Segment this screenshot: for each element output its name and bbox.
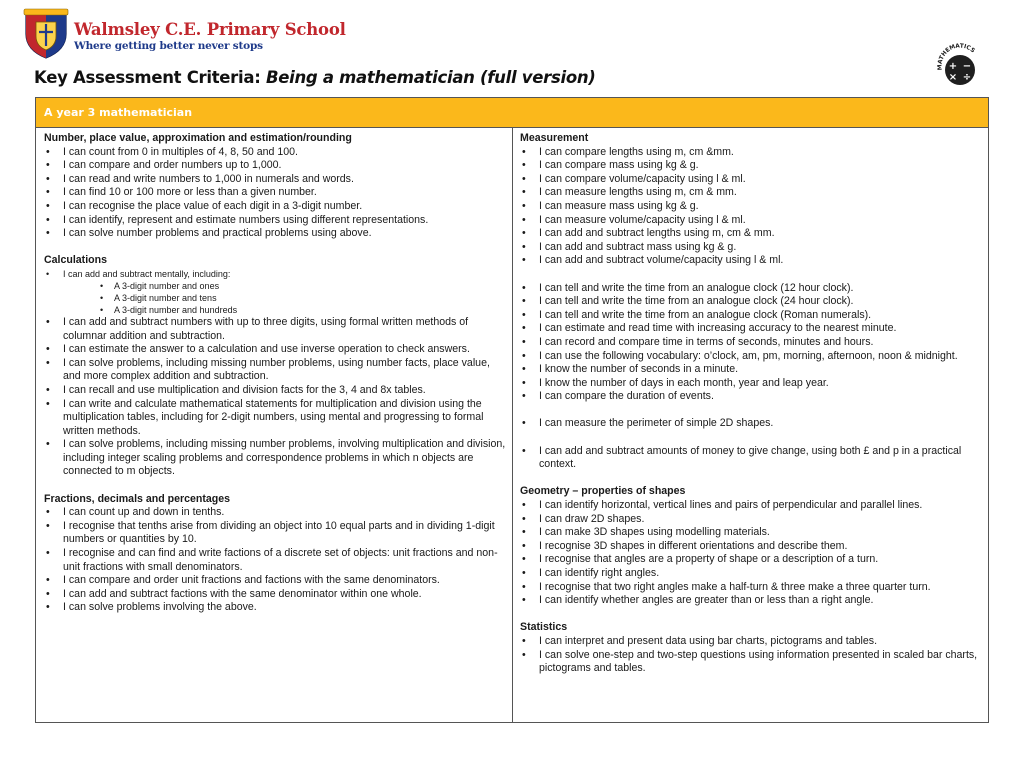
list-item: • I can estimate and read time with increasing accuracy to the nearest minute. [520,322,982,336]
list-item: • I can tell and write the time from an analogue clock (12 hour clock). [520,282,982,296]
list-item: • I can measure volume/capacity using l & ml. [520,214,982,228]
list-item: • I can compare and order numbers up to 1,000. [44,159,506,173]
school-motto: Where getting better never stops [74,40,263,52]
list-item: • I can identify, represent and estimate numbers using different representations. [44,214,506,228]
list-item: • I can compare the duration of events. [520,390,982,404]
column-divider [512,128,513,722]
list-item: • I can estimate the answer to a calculation and use inverse operation to check answers. [44,343,506,357]
number-section-title: Number, place value, approximation and estimation/rounding [44,132,352,144]
list-item: • I recognise that tenths arise from dividing an object into 10 equal parts and in dividing 1-digit numbers or quantities by 10. [44,520,506,547]
list-item: • I know the number of seconds in a minute. [520,363,982,377]
list-item: • I can use the following vocabulary: o’clock, am, pm, morning, afternoon, noon & midnight. [520,350,982,364]
list-item: • I can tell and write the time from an analogue clock (24 hour clock). [520,295,982,309]
statistics-list [520,635,982,676]
list-item: • I can solve number problems and practical problems using above. [44,227,506,241]
fractions-list [44,506,506,615]
list-item: • A 3-digit number and tens [44,292,506,304]
year-heading: A year 3 mathematician [44,106,193,119]
year-heading-bar [36,98,988,128]
list-item: • I can record and compare time in terms of seconds, minutes and hours. [520,336,982,350]
list-item: • I can solve one-step and two-step questions using information presented in scaled bar charts, pictograms and tables. [520,649,982,676]
list-item: • I can add and subtract factions with the same denominator within one whole. [44,588,506,602]
list-item: • I can measure the perimeter of simple 2D shapes. [520,417,982,431]
list-item: • I can add and subtract amounts of money to give change, using both £ and p in a practical context. [520,445,982,472]
list-item: • I can solve problems, including missing number problems, involving multiplication and division, including integer scaling problems and correspondence problems in which n objects are connected to m objects. [44,438,506,479]
criteria-table [35,97,989,723]
list-item: • I can draw 2D shapes. [520,513,982,527]
mathematics-badge-icon [932,40,988,90]
measurement-list-4 [520,445,982,472]
page-title [34,68,596,87]
list-item: • I recognise and can find and write factions of a discrete set of objects: unit fractions and non-unit fractions with small denominators. [44,547,506,574]
calculations-list [44,316,506,479]
measurement-section-title: Measurement [520,132,589,144]
badge-label: MATHEMATICS [937,43,976,71]
list-item: • I can count from 0 in multiples of 4, 8, 50 and 100. [44,146,506,160]
list-item: • I can compare mass using kg & g. [520,159,982,173]
badge-plus: + [948,61,958,72]
list-item: • I can recall and use multiplication and division facts for the 3, 4 and 8x tables. [44,384,506,398]
list-item: • I can measure lengths using m, cm & mm. [520,186,982,200]
list-item: • I can interpret and present data using bar charts, pictograms and tables. [520,635,982,649]
list-item: • I can add and subtract mass using kg & g. [520,241,982,255]
list-item: • I can compare volume/capacity using l & ml. [520,173,982,187]
list-item: • I know the number of days in each month, year and leap year. [520,377,982,391]
left-column [44,132,506,615]
calculations-sub-list [44,280,506,316]
list-item: • I recognise that two right angles make a half-turn & three make a three quarter turn. [520,581,982,595]
list-item: • I can add and subtract numbers with up to three digits, using formal written methods of columnar addition and subtraction. [44,316,506,343]
school-header [22,8,346,62]
page-title-italic: Being a mathematician (full version) [265,68,596,87]
list-item: • I can solve problems, including missing number problems, using number facts, place value, and more complex addition and subtraction. [44,357,506,384]
list-item: • I can write and calculate mathematical statements for multiplication and division using the multiplication tables, including for 2-digit numbers, using mental and progressing to formal written methods. [44,398,506,439]
list-item: • I can add and subtract lengths using m, cm & mm. [520,227,982,241]
school-name: Walmsley C.E. Primary School [74,20,346,39]
list-item: • I can add and subtract mentally, including: [44,268,506,280]
list-item: • I can compare and order unit fractions and factions with the same denominators. [44,574,506,588]
page-title-prefix: Key Assessment Criteria: [34,68,266,87]
list-item: • I can identify right angles. [520,567,982,581]
list-item: • I can make 3D shapes using modelling materials. [520,526,982,540]
list-item: • I can recognise the place value of each digit in a 3-digit number. [44,200,506,214]
geometry-section-title: Geometry – properties of shapes [520,485,686,498]
school-crest-icon [22,8,70,60]
fractions-section-title: Fractions, decimals and percentages [44,492,231,505]
list-item: • A 3-digit number and ones [44,280,506,292]
measurement-list-2 [520,282,982,404]
list-item: • I can compare lengths using m, cm &mm. [520,146,982,160]
list-item: • I can solve problems involving the above. [44,601,506,615]
right-column [520,132,982,676]
list-item: • I can identify whether angles are greater than or less than a right angle. [520,594,982,608]
list-item: • I can read and write numbers to 1,000 in numerals and words. [44,173,506,187]
list-item: • I can add and subtract volume/capacity using l & ml. [520,254,982,268]
list-item: • I can tell and write the time from an analogue clock (Roman numerals). [520,309,982,323]
list-item: • I can find 10 or 100 more or less than a given number. [44,186,506,200]
list-item: • I can count up and down in tenths. [44,506,506,520]
geometry-list [520,499,982,608]
list-item: • A 3-digit number and hundreds [44,304,506,316]
number-list [44,146,506,241]
badge-divide: ÷ [962,72,972,83]
measurement-list-1 [520,146,982,268]
calculations-section-title: Calculations [44,254,107,267]
calculations-intro-list [44,268,506,280]
statistics-section-title: Statistics [520,621,568,634]
list-item: • I can identify horizontal, vertical lines and pairs of perpendicular and parallel lines. [520,499,982,513]
list-item: • I recognise 3D shapes in different orientations and describe them. [520,540,982,554]
badge-times: × [948,72,958,83]
badge-minus: − [962,61,972,72]
list-item: • I recognise that angles are a property of shape or a description of a turn. [520,553,982,567]
measurement-list-3 [520,417,982,431]
list-item: • I can measure mass using kg & g. [520,200,982,214]
